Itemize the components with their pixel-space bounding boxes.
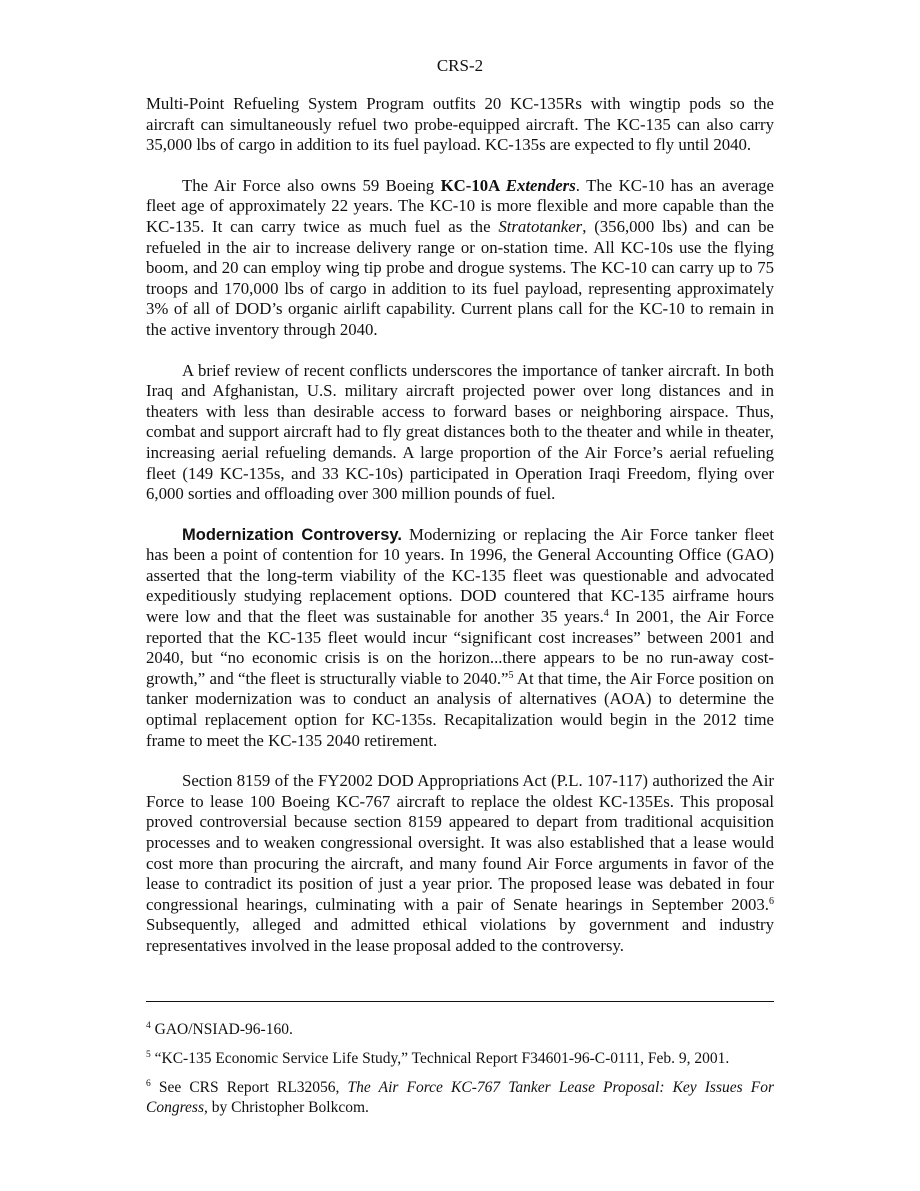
report-title-italic: The Air Force KC-767 Tanker Lease Proposal: Key Issues For Congress [146,1079,775,1116]
footnote-number: 6 [146,1079,151,1089]
footnote-4 [146,1020,774,1040]
paragraph-recent-conflicts [146,361,774,505]
footnote-5 [146,1049,774,1069]
paragraph-text: The Air Force also owns 59 Boeing [182,175,441,195]
footnote-reference-5[interactable]: 5 [508,669,514,681]
footnote-reference-6[interactable]: 6 [769,895,774,907]
footnote-reference-4[interactable]: 4 [603,608,609,620]
paragraph-text: In 2001, the Air Force reported that the KC-135 fleet would incur “significant cost increases” between 2001 and 2040, but “no economic crisis is on the horizon...there appears to be no run-away cost-growth,” and “the fleet is structurally viable to 2040.” [146,607,774,688]
paragraph-refueling-system [146,94,774,156]
footnote-text: “KC-135 Economic Service Life Study,” Technical Report F34601-96-C-0111, Feb. 9, 2001. [150,1050,730,1067]
aircraft-nickname-italic: Stratotanker [498,216,583,236]
footnote-text: GAO/NSIAD-96-160. [150,1021,293,1038]
footnote-number: 5 [146,1050,151,1060]
footnote-6 [146,1078,774,1118]
paragraph-text: Modernizing or replacing the Air Force tanker fleet has been a point of contention for 10 years. In 1996, the General Accounting Office (GAO) asserted that the long-term viability of the KC-135 fleet was questionable and advocated expeditiously studying replacement options. DOD countered that KC-135 airframe hours were low and that the fleet was sustainable for another 35 years. [146,524,775,627]
footnote-number: 4 [146,1021,151,1031]
footnote-text: See CRS Report RL32056, [150,1079,348,1096]
paragraph-text: , (356,000 lbs) and can be refueled in the air to increase delivery range or on-station time. All KC-10s use the flying boom, and 20 can employ wing tip probe and drogue systems. The KC-10 can carry up to 75 troops and 170,000 lbs of cargo in addition to its fuel payload, representing approximately 3% of all of DOD’s organic airlift capability. Current plans call for the KC-10 to remain in the active inventory through 2040. [146,216,774,339]
aircraft-nickname-bold-italic: Extenders [505,175,576,195]
paragraph-kc10-extenders [146,176,774,341]
footnote-separator-rule [146,1001,774,1002]
paragraph-modernization-controversy [146,525,774,752]
footnotes-section [146,1020,774,1127]
report-body [146,94,774,977]
aircraft-name-bold: KC-10A [440,175,506,195]
page-number-header: CRS-2 [436,56,484,75]
footnote-text: , by Christopher Bolkcom. [204,1099,369,1116]
paragraph-text: Section 8159 of the FY2002 DOD Appropriations Act (P.L. 107-117) authorized the Air Force to lease 100 Boeing KC-767 aircraft to replace the oldest KC-135Es. This proposal proved controversial because section 8159 appeared to depart from traditional acquisition processes and to weaken congressional oversight. It was also established that a lease would cost more than procuring the aircraft, and many found Air Force arguments in favor of the lease to contradict its position of just a year prior. The proposed lease was debated in four congressional hearings, culminating with a pair of Senate hearings in September 2003. [146,771,774,914]
paragraph-text: At that time, the Air Force position on tanker modernization was to conduct an analysis of alternatives (AOA) to determine the optimal replacement option for KC-135s. Recapitalization would begin in the 2012 time frame to meet the KC-135 2040 retirement. [146,668,774,750]
paragraph-text: Multi-Point Refueling System Program outfits 20 KC-135Rs with wingtip pods so the aircraft can simultaneously refuel two probe-equipped aircraft. The KC-135 can also carry 35,000 lbs of cargo in addition to its fuel payload. KC-135s are expected to fly until 2040. [146,94,774,155]
section-heading: Modernization Controversy. [182,525,402,544]
paragraph-text: A brief review of recent conflicts underscores the importance of tanker aircraft. In both Iraq and Afghanistan, U.S. military aircraft projected power over long distances and in theaters with less than desirable access to forward bases or neighboring airspace. Thus, combat and support aircraft had to fly great distances both to the theater and while in theater, increasing aerial refueling demands. A large proportion of the Air Force’s aerial refueling fleet (149 KC-135s, and 33 KC-10s) participated in Operation Iraqi Freedom, flying over 6,000 sorties and offloading over 300 million pounds of fuel. [146,360,774,504]
paragraph-text: Subsequently, alleged and admitted ethical violations by government and industry representatives involved in the lease proposal added to the controversy. [146,915,774,955]
paragraph-text: . The KC-10 has an average fleet age of approximately 22 years. The KC-10 is more flexible and more capable than the KC-135. It can carry twice as much fuel as the [146,175,775,236]
paragraph-section-8159 [146,771,774,956]
